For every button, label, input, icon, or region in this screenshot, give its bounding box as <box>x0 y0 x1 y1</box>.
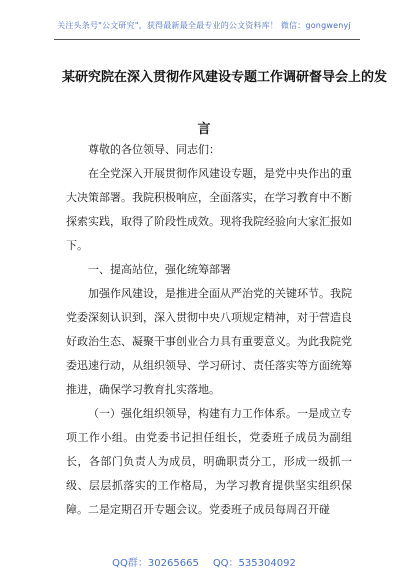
document-title-line2: 言 <box>197 122 211 137</box>
section-body-paragraph: 加强作风建设，是推进全面从严治党的关键环节。我院党委深刻认识到，深入贯彻中央八项规定精神，对于营造良好政治生态、凝聚干事创业合力具有重要意义。为此我院党委迅速行动，从组织领导、学习研讨、责任落实等方面统筹推进，确保学习教育扎实落地。 <box>66 287 352 396</box>
header-divider <box>54 39 360 40</box>
section-heading: 一、提高站位，强化统筹部署 <box>88 263 231 276</box>
subsection-paragraph: （一）强化组织领导，构建有力工作体系。一是成立专项工作小组。由党委书记担任组长，党委班子成员为副组长，各部门负责人为成员，明确职责分工，形成一级抓一级、层层抓落实的工作格局，为学习教育提供坚实组织保障。二是定期召开专题会议。党委班子成员每周召开碰 <box>66 407 352 516</box>
header-note: 关注头条号"公文研究"，获得最新最全最专业的公文资料库！ 微信：gongwenyj <box>57 21 351 30</box>
footer-contact <box>0 554 408 569</box>
document-title-line1: 某研究院在深入贯彻作风建设专题工作调研督导会上的发 <box>62 70 388 85</box>
intro-paragraph: 在全党深入开展贯彻作风建设专题，是党中央作出的重大决策部署。我院积极响应，全面落实，在学习教育中不断探索实践，取得了阶段性成效。现将我院经验向大家汇报如下。 <box>66 167 352 252</box>
footer-qq: QQ：535304092 <box>212 558 296 569</box>
footer-qq-group: QQ群：30265665 <box>112 558 199 569</box>
salutation: 尊敬的各位领导、同志们： <box>88 143 220 156</box>
